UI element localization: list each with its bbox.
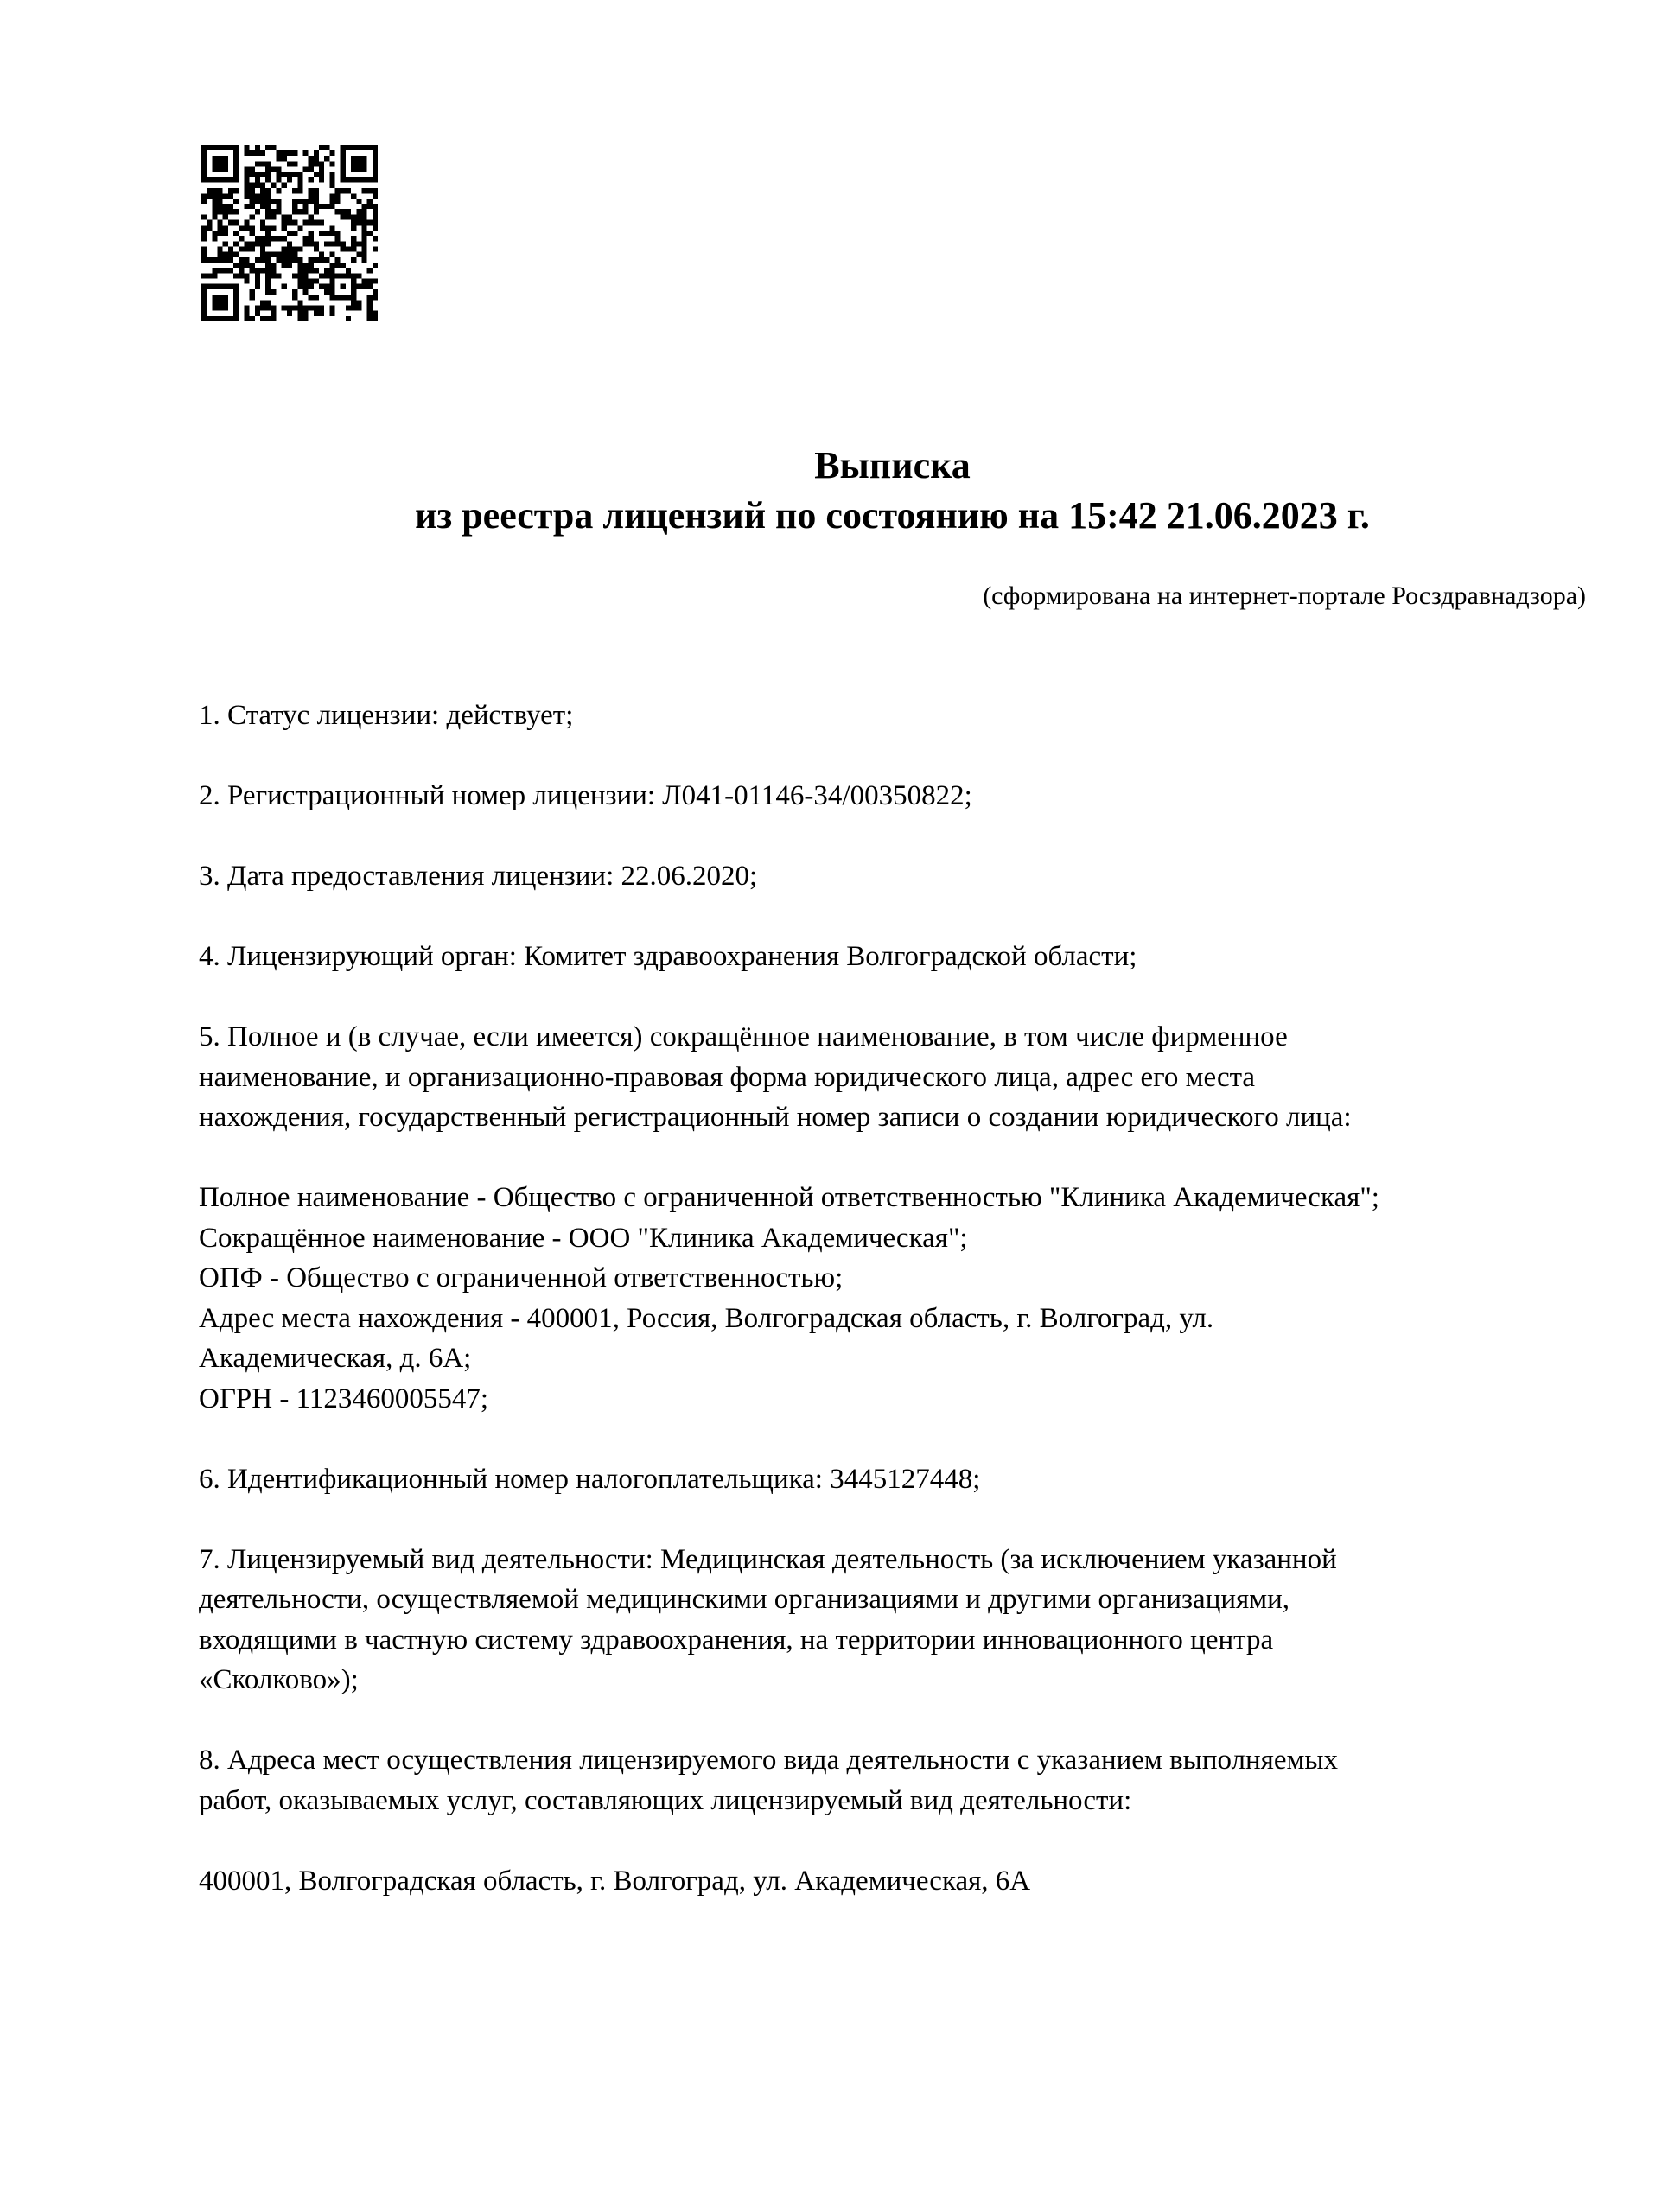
title-line-1: Выписка (814, 444, 971, 486)
address-line-2: Академическая, д. 6А; (199, 1343, 472, 1374)
text-line: деятельности, осуществляемой медицинскими организациями и другими организациями, (199, 1584, 1289, 1615)
ogrn-line: ОГРН - 1123460005547; (199, 1382, 489, 1414)
item-3-grant-date (199, 856, 1586, 897)
text-line: входящими в частную систему здравоохранения, на территории инновационного центра (199, 1624, 1274, 1656)
text-line: 5. Полное и (в случае, если имеется) сокращённое наименование, в том числе фирменное (199, 1021, 1288, 1052)
text-line: 1. Статус лицензии: действует; (199, 700, 574, 731)
text-line: работ, оказываемых услуг, составляющих лицензируемый вид деятельности: (199, 1784, 1132, 1816)
qr-code (201, 145, 378, 321)
legal-form-line: ОПФ - Общество с ограниченной ответственностью; (199, 1262, 844, 1294)
title-line-2: из реестра лицензий по состоянию на 15:42 21.06.2023 г. (415, 494, 1370, 537)
text-line: 8. Адреса мест осуществления лицензируемого вида деятельности с указанием выполняемых (199, 1745, 1339, 1776)
text-line: 7. Лицензируемый вид деятельности: Медицинская деятельность (за исключением указанной (199, 1543, 1337, 1575)
text-line: 4. Лицензирующий орган: Комитет здравоохранения Волгоградской области; (199, 941, 1137, 972)
short-name-line: Сокращённое наименование - ООО "Клиника Академическая"; (199, 1222, 968, 1254)
item-2-registration-number (199, 776, 1586, 817)
document-body (199, 696, 1586, 1942)
item-4-licensing-authority (199, 937, 1586, 977)
item-1-license-status (199, 696, 1586, 736)
document-title (199, 441, 1586, 541)
document-subtitle: (сформирована на интернет-портале Росздравнадзора) (983, 582, 1586, 610)
activity-address-value (199, 1861, 1586, 1902)
text-line: «Сколково»); (199, 1664, 359, 1695)
full-name-line: Полное наименование - Общество с ограниченной ответственностью "Клиника Академическая"; (199, 1182, 1379, 1213)
text-line: нахождения, государственный регистрационный номер записи о создании юридического лица: (199, 1102, 1352, 1133)
text-line: 2. Регистрационный номер лицензии: Л041-01146-34/00350822; (199, 780, 972, 811)
text-line: наименование, и организационно-правовая форма юридического лица, адрес его места (199, 1061, 1256, 1093)
text-line: 3. Дата предоставления лицензии: 22.06.2020; (199, 861, 758, 892)
text-line: 6. Идентификационный номер налогоплательщика: 3445127448; (199, 1463, 981, 1495)
item-6-taxpayer-number (199, 1459, 1586, 1500)
text-line: 400001, Волгоградская область, г. Волгоград, ул. Академическая, 6А (199, 1865, 1031, 1897)
address-line-1: Адрес места нахождения - 400001, Россия, Волгоградская область, г. Волгоград, ул. (199, 1302, 1214, 1334)
